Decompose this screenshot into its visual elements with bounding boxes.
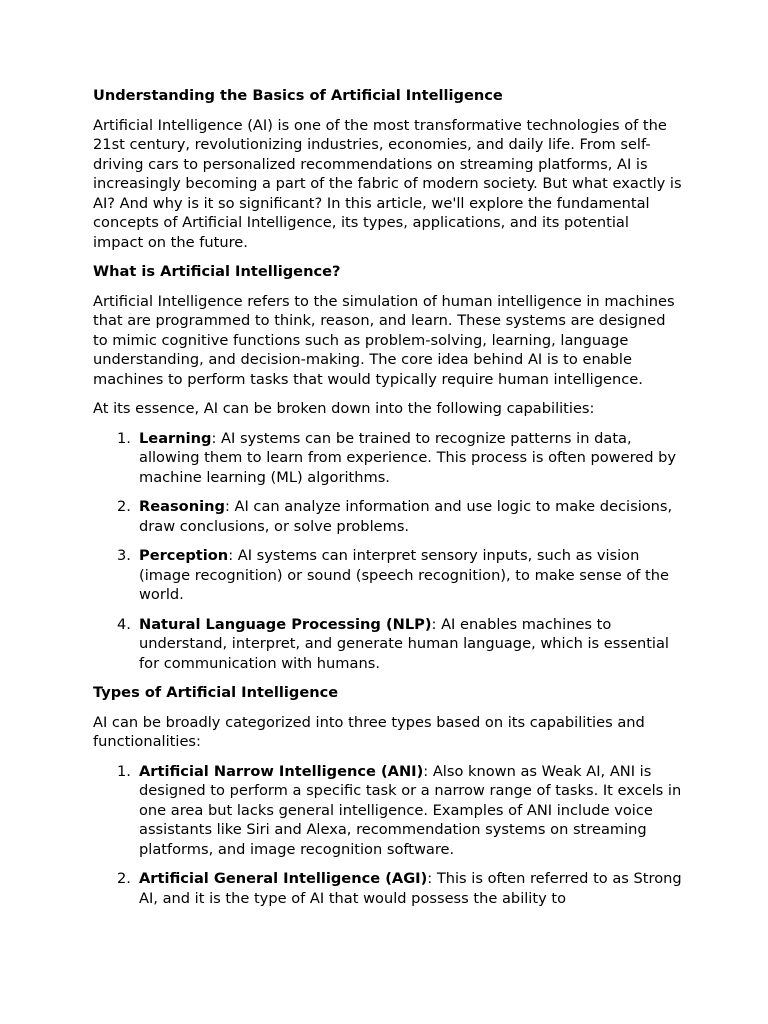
- document-page: [93, 86, 683, 918]
- list-text: : AI systems can be trained to recognize patterns in data, allowing them to learn from experience. This process is often powered by machine learning (ML) algorithms.: [139, 429, 677, 486]
- section-heading-what-is-ai: What is Artificial Intelligence?: [93, 263, 341, 280]
- list-term: Reasoning: [139, 498, 225, 515]
- document-title: Understanding the Basics of Artificial Intelligence: [93, 87, 503, 104]
- list-item: [117, 497, 683, 536]
- types-intro-paragraph: AI can be broadly categorized into three types based on its capabilities and functionalities:: [93, 713, 645, 750]
- list-number: 3.: [117, 547, 131, 564]
- list-text: : This is often referred to as Strong AI, and it is the type of AI that would possess the ability to: [139, 870, 682, 907]
- list-term: Natural Language Processing (NLP): [139, 615, 432, 633]
- section-heading-types-of-ai: Types of Artificial Intelligence: [93, 684, 339, 701]
- list-term: Artificial Narrow Intelligence (ANI): [139, 762, 424, 780]
- list-item: [117, 869, 683, 908]
- list-text: : Also known as Weak AI, ANI is designed to perform a specific task or a narrow range of tasks. It excels in one area but lacks general intelligence. Examples of ANI include voice assistants like Siri and Alexa, recommendation systems on streaming platforms, and image recognition software.: [139, 762, 682, 858]
- capabilities-list: [93, 429, 683, 674]
- intro-paragraph: Artificial Intelligence (AI) is one of the most transformative technologies of the 21st century, revolutionizing industries, economies, and daily life. From self-driving cars to personalized recommendations on streaming platforms, AI is increasingly becoming a part of the fabric of modern society. But what exactly is AI? And why is it so significant? In this article, we'll explore the fundamental concepts of Artificial Intelligence, its types, applications, and its potential impact on the future.: [93, 116, 682, 251]
- list-number: 1.: [117, 429, 131, 447]
- list-text: : AI can analyze information and use logic to make decisions, draw conclusions, or solve problems.: [139, 498, 673, 535]
- capabilities-intro-paragraph: At its essence, AI can be broken down into the following capabilities:: [93, 400, 595, 417]
- list-item: [117, 762, 683, 860]
- list-number: 1.: [117, 762, 131, 780]
- list-number: 2.: [117, 498, 131, 515]
- list-term: Learning: [139, 429, 212, 447]
- list-text: : AI systems can interpret sensory inputs, such as vision (image recognition) or sound (speech recognition), to make sense of the world.: [139, 547, 669, 603]
- list-item: [117, 429, 683, 488]
- types-list: [93, 762, 683, 909]
- list-text: : AI enables machines to understand, interpret, and generate human language, which is essential for communication with humans.: [139, 615, 669, 672]
- definition-paragraph: Artificial Intelligence refers to the simulation of human intelligence in machines that are programmed to think, reason, and learn. These systems are designed to mimic cognitive functions such as problem-solving, learning, language understanding, and decision-making. The core idea behind AI is to enable machines to perform tasks that would typically require human intelligence.: [93, 292, 675, 388]
- list-number: 2.: [117, 870, 131, 887]
- list-term: Perception: [139, 547, 229, 564]
- list-item: [117, 546, 683, 605]
- list-number: 4.: [117, 615, 131, 633]
- list-term: Artificial General Intelligence (AGI): [139, 870, 428, 887]
- list-item: [117, 615, 683, 674]
